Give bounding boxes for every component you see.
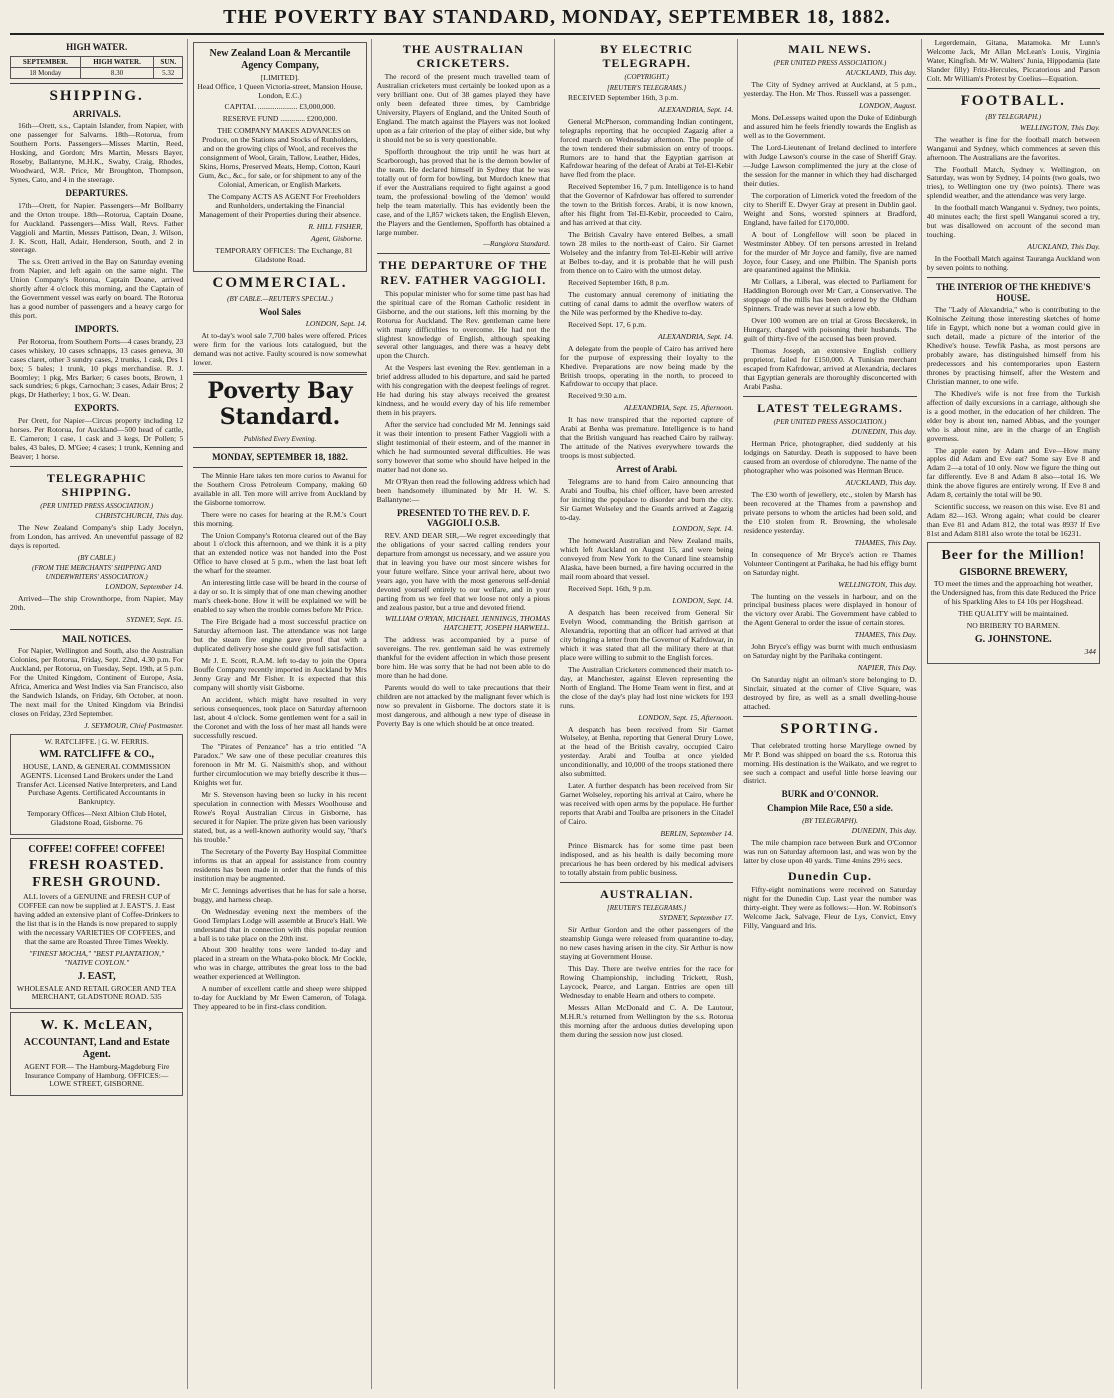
editorial-10: The Secretary of the Poverty Bay Hospital Committee informs us that an appeal for assistance from country residents has been made in order that the funds of this institution may be augmented. — [193, 846, 367, 883]
tide-row-day: 18 Monday — [11, 67, 81, 78]
alex-4-text: The customary annual ceremony of initiating the cutting of canal dams to admit the overflow waters of the Nile was performed by the Khedive to-day. — [559, 289, 734, 317]
london-1-text: The homeward Australian and New Zealand mails, which left Auckland on August 15, and were being conveyed from New York to the Cunard line steamship Alaska, have been burned, a fire having occurred in the mail room aboard that vessel. — [559, 536, 734, 582]
tide-row-sun: 5.32 — [154, 67, 183, 78]
napier-place: NAPIER, This Day. — [857, 663, 917, 673]
column-2 — [193, 39, 371, 1389]
later-text: Later. A further despatch has been received from Sir Garnet Wolseley, reporting his arrival at Cairo, where he was received with open arms by the populace. He further reports that Arabi and Toulba are prisoners in the Citadel of Cairo. — [559, 781, 734, 827]
thames-1-text: In consequence of Mr Bryce's action re Thames Volunteer Contingent at Parihaka, he had his effigy burnt on Saturday night. — [743, 549, 917, 577]
vaggioli-address: REV. AND DEAR SIR,—We regret exceedingly that the obligations of your sacred calling renders your departure from amongst us necessary, and we assure you that in leaving you have our most sincere wishes for your future welfare. Since your arrival here, about two years ago, you have with the most generous self-denial devoted yourself entirely to our welfare, and in your parting from us we feel that we loose not only a pious and zealous pastor, but a true and devoted friend. — [376, 530, 550, 612]
column-4 — [560, 39, 738, 1389]
mcdonald-text: Messrs Allan McDonald and C. A. De Lautour, M.H.R.'s returned from Wellington by the s.s. Rotorua this morning after the arduous duties developing upon them during the session now just closed. — [559, 1002, 734, 1039]
dunedin-cup-text: Fifty-eight nominations were received on Saturday night for the Dunedin Cup. Last year the number was thirty-eight. They were as follows:—Hon. W. Robinson's Welcome Jack, Salvage, Fleur de Lys, Convict, Envy Filly, Vanguard and Iris. — [743, 884, 917, 930]
mail-notices-sig: J. SEYMOUR, Chief Postmaster. — [84, 720, 184, 730]
football-place: WELLINGTON, This Day. — [1019, 122, 1100, 132]
auck-2-place: AUCKLAND, This day. — [845, 478, 917, 488]
football-text-2: The Football Match, Sydney v. Wellington, on Saturday, was won by Sydney, 14 points (two goals, two tries), to Wellington one try (two points). There was splendid weather, and the attendance was very large. — [926, 164, 1100, 201]
cricket-text-1: The record of the present much travelled team of Australian cricketers must certainly be looked upon as a very brilliant one. Out of 38 games played they have only been defeated three times, by Cambridge University, Players of England, and the United South of England. The match against the Players was not looked upon as a fair criterion of the play of either side, but why it should not be so is very questionable. — [376, 72, 550, 144]
editorial-6: Mr J. E. Scott, R.A.M. left to-day to join the Opera Bouffe Company recently imported in Auckland by Mrs Jenny Gray and Mr Fisher. It is expected that this company will shortly visit Gisborne. — [193, 655, 367, 692]
commercial-credit: (BY CABLE.—REUTER'S SPECIAL.) — [227, 295, 333, 304]
nzl-sig-1: R. HILL FISHER, — [308, 221, 363, 231]
columns — [10, 39, 1104, 1389]
received-4: Received 9:30 a.m. — [567, 391, 627, 401]
burke-title: BURK and O'CONNOR. — [781, 789, 879, 800]
editorial-14: A number of excellent cattle and sheep were shipped to-day for Auckland by Mr Ewen Cameron, of Tolaga. They appeared to be in first-class condition. — [193, 984, 367, 1012]
shipping-title: SHIPPING. — [49, 88, 144, 105]
brewery-name: GISBORNE BREWERY, — [959, 566, 1068, 578]
telegraphic-place-1: CHRISTCHURCH, This day. — [95, 511, 184, 521]
football-text-3: In the football match Wanganui v. Sydney, two points, 40 minutes each; the first spell Wanganui scored a try, but was disallowed on account of the second man touching. — [926, 203, 1100, 240]
telegraphic-text-2: Arrived—The ship Crownthorpe, from Napier, May 20th. — [10, 593, 184, 612]
champion-title: Champion Mile Race, £50 a side. — [767, 803, 893, 814]
sydney-place: SYDNEY, September 17. — [659, 913, 734, 923]
telegraph-credit: [REUTER'S TELEGRAMS.] — [607, 83, 687, 92]
vaggioli-text-5: The address was accompanied by a purse of sovereigns. The rev. gentleman said he was extremely thankful for the evident affection in which those present bore him. He was sorry that he had not been able to do more than he had done. — [376, 635, 550, 681]
football-place-2: AUCKLAND, This Day. — [1027, 242, 1100, 252]
cricket-news: The Australian Cricketers commenced their match to-day, at Manchester, against Eleven representing the North of England. The Home Team went in first, and at the close of the day's play had lost nine wickets for 193 runs. — [559, 664, 734, 710]
imports-text: Per Rotorua, from Southern Ports—4 cases brandy, 23 cases whiskey, 10 cases schnapps, 13 cases geneva, 30 cases claret, other 3 sundry cases, 2 trunks, 1 cask, Drs 1 box; 5 bales; 1 trunk, 10 pkgs merchandise. R. J. Boomley; 1 pkg, Mrs Barker; 6 cases boots, Brown, 1 sack sundries; 6 pkgs, Carnochan; 3 cases, Adair Bros; 2 pkgs, Dr Hatherley; 1 box, G. W. Dean. — [10, 336, 184, 400]
cricket-title: THE AUSTRALIAN CRICKETERS. — [402, 42, 524, 71]
alex-2-text: Received September 16, 7 p.m. Intelligence is to hand that the Governor of Kafrdowar has offered to surrender the town to the British forces. Arabi, it is now known, after his flight from Tel-El-Kebir, proceeded to Cairo, and has arrived at that city. — [559, 182, 734, 228]
nzl-title: New Zealand Loan & Mercantile Agency Company, — [209, 48, 351, 71]
telegraphic-text-1: The New Zealand Company's ship Lady Jocelyn, from London, has arrived. An uneventful passage of 82 days is reported. — [10, 523, 184, 551]
received-2: Received September 16th, 8 p.m. — [567, 277, 669, 287]
nzl-temp: TEMPORARY OFFICES: The Exchange, 81 Gladstone Road. — [215, 245, 353, 264]
mclean-ad — [10, 1012, 183, 1096]
football-title: FOOTBALL. — [960, 92, 1066, 109]
arrivals-title: ARRIVALS. — [72, 108, 121, 119]
mail-news-credit: (PER UNITED PRESS ASSOCIATION.) — [773, 59, 887, 68]
football-credit: (BY TELEGRAPH.) — [985, 113, 1042, 122]
vaggioli-text-1: This popular minister who for some time past has had the spiritual care of the Roman Catholic resident in Gisborne, and the out stations, left this morning by the Rotorua for Auckland. The Rev. gentleman came here with many difficulties to overcome. He had not the slightest knowledge of English, although speaking several other languages, and there was a heavy debt upon the Church. — [376, 288, 550, 361]
arrest-text: Telegrams are to hand from Cairo announcing that Arabi and Toulba, his chief officer, have been arrested for inciting the populace to disorder and burn the city. Sir Garnet Wolseley and the Guards arrived at Zagazig to-day. — [559, 476, 734, 522]
cricket-sig: —Rangiora Standard. — [483, 239, 550, 249]
departures-text: 17th—Orett, for Napier. Passengers—Mr Bollbarry and the Orton troupe. 18th—Rotorua, Captain Doane, for Auckland. Passengers—Miss Wall, Revs. Father Vaggioli and Martin, Messrs Pattison, Dean, J. Wilson, J. K. Scott, Hall, Adair, Henderson, South, and 2 in steerage. — [10, 200, 184, 255]
london-1-place: LONDON, Sept. 14. — [672, 524, 734, 534]
london-aug-text-4: A bout of Longfellow will soon be placed in Westminster Abbey. Of ten persons arrested in Ireland for the murder of Mr Joyce and family, five are named Joyce, four Casey, and one Philbin. The Spanish ports are quarantined against the Minkia. — [743, 229, 917, 275]
telegraphic-credit-2: (FROM THE MERCHANTS' SHIPPING AND UNDERWRITERS' ASSOCIATION.) — [32, 564, 162, 581]
editorial-13: About 300 healthy tons were landed to-day and placed in a stream on the Whata-poko block. Mr Cockle, who was in charge, attributes the great loss to the bad weather experienced at Wellington. — [193, 945, 367, 982]
received-1: RECEIVED September 16th, 3 p.m. — [567, 92, 679, 102]
mclean-sub: ACCOUNTANT, Land and Estate Agent. — [23, 1036, 170, 1060]
auck-1-place: AUCKLAND, This day. — [845, 68, 917, 78]
ratcliffe-line: W. RATCLIFFE. | G. W. FERRIS. — [44, 736, 149, 746]
imports-title: IMPORTS. — [74, 324, 119, 335]
east-name: J. EAST, — [77, 970, 116, 982]
london-2-text: A despatch has been received from General Sir Evelyn Wood, commanding the British garrison at Alexandria, reporting that an officer had arrived at that city bringing a letter from the Governor of Kafrdowar, in which it was stated that all the military there at that place were willing to submit to the English forces. — [559, 608, 734, 662]
latest-title: LATEST TELEGRAMS. — [757, 400, 903, 415]
alex-3-text: The British Cavalry have entered Belbes, a small town 28 miles to the north-east of Cairo. Sir Garnet Wolseley and the infantry from Tel-El-Kebir will arrive at Belbes to-day, and it is probable that he will push from thence on to Cairo with the utmost delay. — [559, 230, 734, 275]
auck-2-text: The £30 worth of jewellery, etc., stolen by Marsh has been recovered at the Thames from a pawnshop and private persons to whom the articles had been sold, and the £10 stolen from R. Browning, the wholesale residence yesterday. — [743, 489, 917, 535]
vaggioli-signers: WILLIAM O'RYAN, MICHAEL JENNINGS, THOMAS HATCHETT, JOSEPH HARWELL. — [385, 614, 550, 633]
sydney-text: Sir Arthur Gordon and the other passengers of the steamship Gunga were released from quarantine to-day, no new cases having arisen in the city. Sir Arthur is now staying at Government House. — [559, 925, 734, 961]
ratcliffe-office: Temporary Offices—Next Albion Club Hotel, Gladstone Road, Gisborne. 76 — [26, 809, 167, 828]
tide-header-sun: SUN. — [154, 56, 183, 67]
mail-news-title: MAIL NEWS. — [788, 42, 872, 56]
telegraph-title: BY ELECTRIC TELEGRAPH. — [600, 42, 694, 71]
london-aug-text-3: The corporation of Limerick voted the freedom of the city to Sheriff E. Dwyer Gray at present in Dublin gaol. Weight and Sons, worsted spinners at Bradford, England, have failed for £170,000. — [743, 190, 917, 227]
editorial-7: An accident, which might have resulted in very serious consequences, took place on Saturday afternoon last, about 4 o'clock. Some gentlemen went for a sail in the Coronet and with the loss of her mast all hands were successfully rescued. — [193, 694, 367, 740]
wool-text: At to-day's wool sale 7,700 bales were offered. Prices were firm for the various lots catalogued, but the demand was not active. Faulty scoured is now somewhat lower. — [193, 331, 367, 368]
tide-row-water: 8.30 — [80, 67, 154, 78]
masthead: THE POVERTY BAY STANDARD, MONDAY, SEPTEMBER 18, 1882. — [10, 6, 1104, 35]
telegraphic-place-2: LONDON, September 14. — [105, 581, 184, 591]
departures-title: DEPARTURES. — [65, 188, 128, 199]
coffee-brands: "FINEST MOCHA," "BEST PLANTATION," "NATIVE COYLON." — [29, 948, 165, 967]
telegraphic-shipping-title: TELEGRAPHIC SHIPPING. — [46, 470, 147, 499]
khedive-text-2: The Khedive's wife is not free from the Turkish affection of daily excursions in a carriage, although she is a good mother, in the education of her children. The elder boy is about ten, named Abbas, and the younger who is about nine, are in the charge of an English governess. — [926, 388, 1100, 443]
nzl-capital: CAPITAL ..................... £3,000,000. — [224, 102, 336, 112]
brewery-title: Beer for the Million! — [941, 548, 1086, 564]
napier-text: On Saturday night an oilman's store belonging to D. Sinclair, situated at the corner of Clive Square, was destroyed by fire, as well as a small dwelling-house attached. — [743, 675, 917, 711]
editorial-2: There were no cases for hearing at the R.M.'s Court this morning. — [193, 509, 367, 528]
telegraph-sub: (COPYRIGHT.) — [624, 73, 669, 82]
mclean-text: AGENT FOR— The Hamburg-Magdeburg Fire Insurance Company of Hamburg. OFFICES:—LOWE STREET, GISBORNE. — [23, 1061, 170, 1089]
alex-6-text: It has now transpired that the reported capture of Arabi at Benha was premature. Intelligence is to hand that the British vanguard has reached Cairo by railway. The attitude of the Natives everywhere towards the troops is most subjected. — [559, 415, 734, 461]
alex-1-text: General McPherson, commanding Indian contingent, telegraphs reporting that he occupied Zagazig after a forced march on Wednesday afternoon. The people of the town tendered their submission on entry of troops. Rumors are to hand that the Egyptian garrison at Kafrdowar hearing of the defeat of Arabi at Tel-El-Kebir have fled from the place. — [559, 116, 734, 180]
champion-text: The mile champion race between Burk and O'Connor was run on Saturday afternoon last, and was won by the latter by close upon 40 yards. Time 4mins 29½ secs. — [743, 837, 917, 865]
brewery-quality: THE QUALITY will be maintained. — [958, 609, 1069, 619]
received-5: Received Sept. 16th, 9 p.m. — [567, 584, 652, 594]
paper-title: Poverty Bay Standard. — [207, 378, 353, 430]
nzl-reserve: RESERVE FUND ............. £200,000. — [222, 114, 338, 124]
football-text-1: The weather is fine for the football match between Wanganui and Sydney, which commences at seven this afternoon. The Australians are the favorites. — [926, 134, 1100, 162]
exports-title: EXPORTS. — [74, 403, 119, 414]
vaggioli-text-3: After the service had concluded Mr M. Jennings said it was their intention to present Father Vaggioli with a slight testimonial of their esteem, and of the manner in which he had surmounted several difficulties. He was sorry however that some who should have helped in the matter had not done so. — [376, 420, 550, 474]
editorial-5: The Fire Brigade had a most successful practice on Saturday afternoon last. The attendance was not large but the steam fire engine gave proof that with a duplicated delivery hose she could give full satisfaction. — [193, 617, 367, 653]
dunedin-cup-title: Dunedin Cup. — [787, 868, 872, 883]
east-sub: WHOLESALE AND RETAIL GROCER AND TEA MERCHANT, GLADSTONE ROAD. 535 — [16, 983, 177, 1002]
football-text-4: In the Football Match against Tauranga Auckland won by seven points to nothing. — [926, 254, 1100, 273]
shipping-notes: The s.s. Orett arrived in the Bay on Saturday evening from Napier, and left again on the same night. The Union Company's Rotorua, Captain Doane, arrived shortly after 4 o'clock this morning, and the Captain of the Government vessel was early on board. The Rotorua has a good number of passengers and a heavy cargo for this port. — [10, 257, 184, 321]
london-aug-text-5: Mr Collars, a Liberal, was elected to Parliament for Haddington Borough over Mr Carr, a Conservative. The stoppage of the mills has been ordered by the Oldham Spinners. Trade was never at such a low ebb. — [743, 277, 917, 314]
london-2-place: LONDON, Sept. 14. — [672, 596, 734, 606]
tide-title: HIGH WATER. — [66, 42, 128, 52]
ratcliffe-name: WM. RATCLIFFE & CO., — [39, 748, 155, 760]
vaggioli-text-4: Mr O'Ryan then read the following address which had been handsomely illuminated by Mr H. W. S. Ballantyne:— — [376, 476, 550, 504]
berlin-text: Prince Bismarck has for some time past been indisposed, and as his health is daily becoming more precarious he has been ordered by his medical advisers to totally abstain from public business. — [559, 840, 734, 877]
editorial-4: An interesting little case will be heard in the course of a day or so. It is simply that of one man chewing another man's cheek-bone. How it will be explained we will be enabled to say when the trouble comes before Mr Price. — [193, 578, 367, 615]
editorial-3: The Union Company's Rotorua cleared out of the Bay about 1 o'clock this afternoon, and we think it is a pity that an extended notice was not handed into the Post Office to have closed at 5 p.m., when the last boat left the wharf for the steamer. — [193, 530, 367, 576]
berlin-place: BERLIN, September 14. — [660, 829, 734, 838]
wool-place: LONDON, Sept. 14. — [305, 319, 367, 329]
sporting-text: That celebrated trotting horse Maryllege owned by Mr P. Bond was shipped on board the s.s. Rotorua this morning. His destination is the Waikato, and we regret to see such a compact and useful little horse leaving our district. — [743, 740, 917, 786]
khedive-text-4: Scientific success, we reason on this wise. Eve 81 and Adam 82—163. Wrong again; what could be clearer than Eve 81 and Adam 812, the total was 893? If Eve 81st and Adam 8181 also wrote the total be 16231. — [926, 502, 1100, 539]
tide-header-water: HIGH WATER. — [80, 56, 154, 67]
telegraphic-cable: (BY CABLE.) — [77, 554, 116, 563]
london-aug-text-6: Over 100 women are on trial at Gross Becskerek, in Hungary, charged with poisoning their husbands. The guilt of thirty-five of the accused has been proved. — [743, 316, 917, 344]
nzl-agent: The Company ACTS AS AGENT For Freeholders and Runholders, undertaking the Financial Management of their Properties during their absence. — [199, 192, 361, 219]
nzl-sig-2: Agent, Gisborne. — [310, 233, 363, 243]
brewery-text: TO meet the times and the approaching hot weather, the Undersigned has, from this date Reduced the Price of his Sparkling Ales to £4 10s per Hogshead. — [930, 579, 1096, 607]
khedive-text-1: The "Lady of Alexandria," who is contributing to the Kolnische Zeitung those interesting sketches of home life in Egypt, which none but a woman could give in such detail, made a picture of the interior of the Khedive's house. Tewfik Pasha, as most persons are probably aware, has distinguished himself from his predecessors and his contemporaries upon Eastern thrones by practising himself, after the Western and Christian manner, to one wife. — [926, 305, 1100, 386]
arrest-title: Arrest of Arabi. — [616, 464, 678, 475]
thames-2-place: THAMES, This Day. — [854, 630, 917, 640]
thames-1-place: THAMES, This Day. — [854, 537, 917, 547]
dunedin-1-place: DUNEDIN, This day. — [851, 427, 917, 437]
brewery-num: 344 — [1084, 646, 1096, 656]
london-aug-text-2: The Lord-Lieutenant of Ireland declined to interfere with Judge Lawson's course in the case of Sheriff Gray.—Judge Lawson complimented the jury at the close of the session for the manner in which they had discharged their duties. — [743, 143, 917, 188]
column-6 — [927, 39, 1104, 1389]
mail-notices-title: MAIL NOTICES. — [62, 633, 132, 644]
london-3-place: LONDON, Sept. 15, Afternoon. — [638, 712, 734, 722]
nzl-text: THE COMPANY MAKES ADVANCES on Produce, on the Stations and Stocks of Runholders, and on the growing clips of Wool, and receives the consignment of Wool, Grain, Tallow, Leather, Hides, Skins, Horns, Preserved Meats, Hemp, Cotton, Kauri Gum, &c., &c., for sale, or for shipment to any of the Colonial, American, or English Markets. — [198, 126, 362, 190]
legerd-text: Legerdemain, Gitana, Matamoka. Mr Lunn's Welcome Jack, Mr Allan McLean's Louis, Virginia Water, Kingfish. Mr W. Walters' Junia, Hippodamia (late Slander filly) Fritz-Hercules, Piccatorious and Parson Colt. Mr William's Protest by Coelius—Equation. — [926, 39, 1100, 83]
champion-credit: (BY TELEGRAPH). — [802, 816, 858, 825]
cricket-text-2: Spofforth throughout the trip until he was hurt at Scarborough, has proved that he is the demon bowler of the team. He declared himself in Sydney that he was totally out of form for bowling, but Murdoch knew that if ever the Australians required to fight against a good team, the professional bowling of the 'demon' would help the team materially. This has evidently been the case, and of the 1,857 wickets taken, the English Eleven, the Players and the Gentlemen, Spofforth has obtained a large number. — [376, 146, 550, 237]
telegraphic-place-3: SYDNEY, Sept. 15. — [126, 614, 184, 624]
telegraphic-credit: (PER UNITED PRESS ASSOCIATION.) — [40, 502, 154, 511]
ratcliffe-ad — [10, 734, 183, 835]
alex-1-place: ALEXANDRIA, Sept. 14. — [658, 104, 734, 114]
dunedin-1-text: Herman Price, photographer, died suddenly at his lodgings on Saturday. Death is supposed to have been caused from an overdose of chlorodyne. The name of the photographer who was poisoned was Herman Bruce. — [743, 439, 917, 476]
column-1 — [10, 39, 188, 1389]
sporting-title: SPORTING. — [780, 720, 880, 737]
paper-date: MONDAY, SEPTEMBER 18, 1882. — [212, 452, 348, 463]
london-aug-place: LONDON, August. — [859, 101, 917, 111]
coffee-sub: FRESH ROASTED. FRESH GROUND. — [28, 858, 165, 890]
london-aug-text-7: Thomas Joseph, an extensive English colliery proprietor, failed for £150,000. A Tunisian merchant escaped from Kafrdowar, arrived at Alexandria, declares that Egyptian generals are thoroughly disconcerted with Arabi Pasha. — [743, 346, 917, 391]
wool-title: Wool Sales — [259, 306, 301, 317]
alex-6-place: ALEXANDRIA, Sept. 15, Afternoon. — [623, 403, 734, 413]
tide-table — [10, 56, 183, 80]
column-3 — [377, 39, 555, 1389]
wellington-text: The hunting on the vessels in harbour, and on the principal business places were displayed in honour of the victory over Arabi. The Government have cabled to the Agent General to order the issue of certain stores. — [743, 591, 917, 628]
editorial-1: The Minnie Hare takes ten more curios to Awanui for the Southern Cross Petroleum Company, making 60 available in all. Ten more will arrive from Auckland by the Gisborne tomorrow. — [193, 470, 367, 507]
vaggioli-text-2: At the Vespers last evening the Rev. gentleman in a brief address alluded to his departure, and said he parted with his congregation with the deepest feelings of regret. He had during his stay always received the greatest kindness, and he would every day of his life remember them in his prayers. — [376, 363, 550, 418]
coffee-title: COFFEE! COFFEE! COFFEE! — [28, 844, 165, 856]
arrivals-text: 16th—Orett, s.s., Captain Islander, from Napier, with one passenger for Salvarns. 18th—Rotorua, from Southern Ports. Passengers—Misses Martin, Reed, Hosking, and Gordon; Mrs Martin, Messrs Bayer, Roseby, Ballantyne, M.H.K., Swaby, Craig, Rhodes, Woodward, W.R. Price, Mr Broughton, Thompson, Synes, Cato, and 4 in the steerage. — [10, 121, 184, 185]
coffee-text: ALL lovers of a GENUINE and FRESH CUP of COFFEE can now be supplied at J. EAST'S. J. East having added an extensive plant of Coffee-Drinkers to the list that is in the Hands is now prepared to supply with the necessary VARIETIES OF COFFEES, and that the same are Roasted Three Times Weekly. — [14, 892, 180, 946]
nzl-ad — [193, 42, 366, 272]
brewery-sig: G. JOHNSTONE. — [974, 634, 1052, 646]
editorial-11: Mr C. Jennings advertises that he has for sale a horse, buggy, and harness cheap. — [193, 885, 367, 904]
khedive-title: THE INTERIOR OF THE KHEDIVE'S HOUSE. — [936, 282, 1091, 303]
nzl-sub: [LIMITED]. — [260, 72, 300, 82]
vaggioli-title: THE DEPARTURE OF THE REV. FATHER VAGGIOLI. — [378, 258, 548, 287]
editorial-12: On Wednesday evening next the members of the Good Templars Lodge will assemble at Bruce's Hall. We understand that in connection with this popular reunion a ball is to take place on the 20th inst. — [193, 906, 367, 943]
mclean-name: W. K. McLEAN, — [40, 1018, 153, 1034]
column-5 — [743, 39, 921, 1389]
editorial-8: The "Pirates of Penzance" has a trio entitled "A Paradox." We saw one of these peculiar creatures this forenoon in Mr M. G. Naismith's shop, and without further circumlocution we may briefly describe it thus—Knights wet fur. — [193, 742, 367, 788]
mail-notices-text: For Napier, Wellington and South, also the Australian Colonies, per Rotorua, Friday, Sept. 22nd, 4.30 p.m. For Auckland, per Rotorua, on Tuesday, Sept. 19th, at 5 p.m. For the United Kingdom, Continent of Europe, Asia, Africa, America and West Indies via San Francisco, also the Sandwich Islands, on Friday, 6th October, at noon. The next mail for the United Kingdom via Brindisi closes on Friday, 23rd September. — [10, 646, 184, 718]
thames-2-text: John Bryce's effigy was burnt with much enthusiasm on Saturday night by the Parihaka contingent. — [743, 642, 917, 661]
paper-sub: Published Every Evening. — [243, 434, 317, 443]
editorial-9: Mr S. Stevenson having been so lucky in his recent speculation in connection with Messrs Woolhouse and Rowe's Royal Australian Circus in Gisborne, has secured it for Napier. The prize given has been variously stated, but, as a well-known authority would say, "that's his trouble." — [193, 790, 367, 844]
received-3: Received Sept. 17, 6 p.m. — [567, 319, 647, 329]
london-3-text: A despatch has been received from Sir Garnet Wolseley, at Benha, reporting that General Drury Lowe, at the head of the British cavalry, occupied Cairo yesterday. Arabi and Toulba at once yielded unconditionally, and 10,000 of the troops stationed there also submitted. — [559, 724, 734, 779]
khedive-text-3: The apple eaten by Adam and Eve—How many apples did Adam and Eve eat? Some say Eve 8 and Adam 2—a total of 10 only. Now we figure the thing out far differently. Eve 8 and Adam 8 also—total 16. We think the above figures are entirely wrong. If Eve 8 and Adam 8, certainly the total will be 90. — [926, 445, 1100, 500]
champion-place: DUNEDIN, This day. — [851, 825, 917, 835]
commercial-title: COMMERCIAL. — [212, 274, 348, 291]
australian-credit: [REUTER'S TELEGRAMS.] — [607, 903, 687, 912]
alex-5-place: ALEXANDRIA, Sept. 14. — [658, 331, 734, 341]
exports-text: Per Orett, for Napier—Circus property including 12 horses. Per Rotorua, for Auckland—500 head of cattle, E. Cameron; 1 case, 1 cask and 3 kegs, Dr Pollen; 5 bales, 43 bales, D. M'Gee; 4 cases; 1 trunk, Kenning and Beaver; 1 horse. — [10, 415, 184, 461]
london-aug-text-1: Mons. DeLesseps waited upon the Duke of Edinburgh and assured him he feels friendly towards the English as well as to the Government. — [743, 113, 917, 141]
alex-5-text: A delegate from the people of Cairo has arrived here for the purpose of expressing their loyalty to the Khedive. Preparations are now being made by the British troops, operating in the north, to proceed to Kafrdowar to occupy that place. — [559, 343, 734, 389]
coffee-ad — [10, 838, 183, 1009]
vaggioli-address-head: PRESENTED TO THE REV. D. F. VAGGIOLI O.S.B. — [397, 507, 530, 529]
australian-title: AUSTRALIAN. — [599, 886, 694, 901]
tide-header-month: SEPTEMBER. — [11, 56, 81, 67]
latest-credit: (PER UNITED PRESS ASSOCIATION.) — [773, 418, 887, 427]
auck-1-text: The City of Sydney arrived at Auckland, at 5 p.m., yesterday. The Hon. Mr Thos. Russell was a passenger. — [743, 80, 917, 99]
nzl-office: Head Office, 1 Queen Victoria-street, Mansion House, London, E.C.) — [197, 81, 363, 100]
wellington-place: WELLINGTON, This day. — [838, 579, 917, 589]
brewery-ad — [927, 542, 1100, 664]
ratcliffe-text: HOUSE, LAND, & GENERAL COMMISSION AGENTS. Licensed Land Brokers under the Land Transfer Act. Licensed Native Interpreters, and Land Purchase Agents. Certificated Accountants in Bankruptcy. — [16, 761, 177, 807]
thisday-text: This Day. There are twelve entries for the race for Rowing Championship, including Trickett, Rush, Laycock, Pearce, and Largan. Entries are open till Wednesday to enable Hearn and others to compete. — [559, 963, 734, 1000]
brewery-bribery: NO BRIBERY TO BARMEN. — [966, 621, 1060, 631]
vaggioli-text-6: Parents would do well to take precautions that their children are not attacked by the malignant fever which is now so prevalent in Gisborne. The doctors state it is most dangerous, and although a new type of disease in Poverty Bay is one which should be at once treated. — [376, 683, 550, 728]
